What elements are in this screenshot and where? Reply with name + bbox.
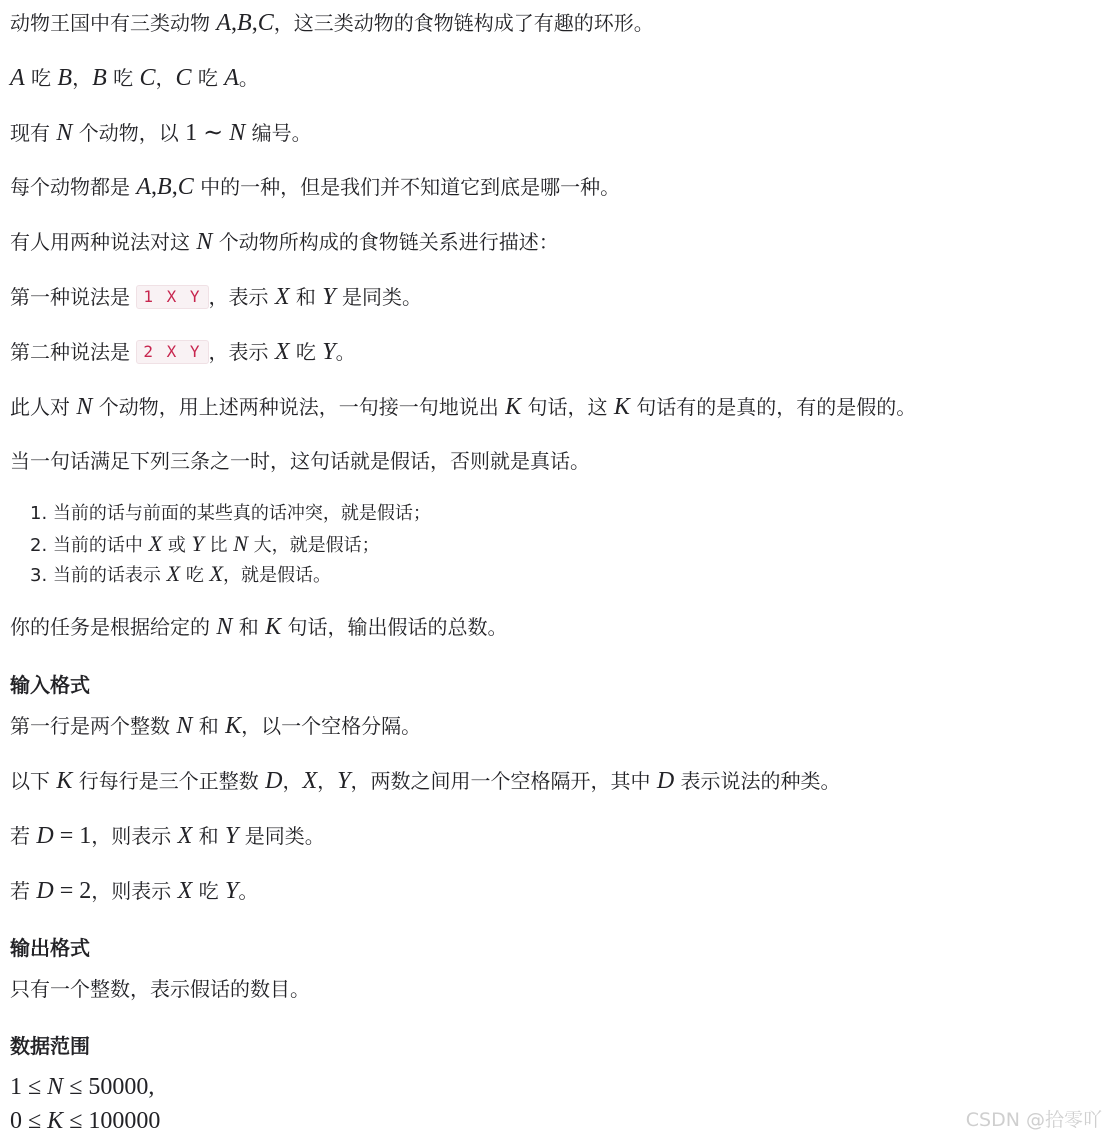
math-var: K — [505, 394, 522, 420]
intro-line-5 — [10, 227, 559, 257]
text: 编号。 — [245, 121, 312, 145]
output-format-heading: 输出格式 — [10, 936, 90, 960]
math-var: B — [57, 65, 73, 91]
text: 是同类。 — [335, 285, 422, 309]
text: 当前的话与前面的某些真的话冲突，就是假话； — [52, 503, 431, 524]
math-var: B — [237, 10, 252, 36]
text: 个动物，以 — [72, 121, 186, 145]
input-line-4 — [10, 876, 258, 906]
text: 比 — [203, 535, 234, 556]
math-var: Y — [322, 339, 336, 365]
math-var: D — [36, 823, 54, 849]
text: 。 — [238, 66, 259, 90]
input-line-2 — [10, 766, 841, 796]
math-var: C — [139, 65, 156, 91]
list-number: 1. — [30, 503, 53, 524]
text: 若 — [10, 824, 37, 848]
text: ， — [155, 66, 176, 90]
text: 吃 — [180, 565, 210, 586]
math-number: ≤ 100000 — [63, 1108, 161, 1134]
text: 第二种说法是 — [10, 340, 137, 364]
math-var: Y — [191, 531, 204, 556]
intro-line-9 — [10, 446, 590, 476]
text: ，这三类动物的食物链构成了有趣的环形。 — [273, 11, 654, 35]
inline-code: 2 X Y — [136, 340, 208, 364]
input-line-3 — [10, 821, 325, 851]
text: 大，就是假话； — [247, 535, 380, 556]
intro-line-1 — [10, 8, 654, 38]
text: ， — [282, 769, 303, 793]
math-sep: , — [171, 174, 178, 200]
inline-code: 1 X Y — [136, 285, 208, 309]
math-var: K — [56, 768, 73, 794]
list-number: 3. — [30, 565, 53, 586]
text: 和 — [289, 285, 323, 309]
math-var: K — [265, 614, 282, 640]
intro-line-8 — [10, 392, 916, 422]
math-var: C — [257, 10, 274, 36]
math-var: A — [224, 65, 239, 91]
math-var: A — [10, 65, 25, 91]
text: 个动物，用上述两种说法，一句接一句地说出 — [92, 395, 506, 419]
math-var: K — [47, 1108, 64, 1134]
math-var: X — [148, 531, 163, 556]
text: 句话，这 — [521, 395, 614, 419]
text: 若 — [10, 879, 37, 903]
math-number: 0 ≤ — [10, 1108, 48, 1134]
math-var: N — [229, 120, 246, 146]
text: 是同类。 — [238, 824, 325, 848]
text: 个动物所构成的食物链关系进行描述： — [212, 230, 559, 254]
math-var: X — [274, 339, 290, 365]
text: 。 — [335, 340, 356, 364]
text: 或 — [162, 535, 192, 556]
intro-line-2 — [10, 63, 259, 93]
output-line-1 — [10, 974, 310, 1004]
math-number: = 2 — [53, 878, 92, 904]
text: 句话，输出假话的总数。 — [281, 615, 508, 639]
math-sep: , — [231, 10, 238, 36]
math-var: B — [92, 65, 107, 91]
math-var: Y — [322, 284, 336, 310]
rule-item-3 — [30, 561, 331, 589]
text: ，就是假话。 — [223, 565, 331, 586]
text: 吃 — [106, 66, 140, 90]
text: ，则表示 — [91, 824, 178, 848]
math-var: X — [177, 823, 193, 849]
text: 吃 — [24, 66, 58, 90]
list-number: 2. — [30, 535, 53, 556]
rule-item-2 — [30, 531, 380, 559]
text: 只有一个整数，表示假话的数目。 — [10, 977, 310, 1001]
text: 当前的话中 — [52, 535, 149, 556]
math-var: X — [209, 561, 223, 586]
math-sep: , — [251, 10, 258, 36]
math-var: D — [265, 768, 283, 794]
math-var: A — [136, 174, 152, 200]
math-var: N — [76, 394, 93, 420]
intro-line-3 — [10, 118, 312, 148]
data-range-heading: 数据范围 — [10, 1034, 90, 1058]
text: ， — [72, 66, 93, 90]
input-line-1 — [10, 711, 421, 741]
text: 现有 — [10, 121, 57, 145]
text: ，以一个空格分隔。 — [241, 714, 422, 738]
math-var: X — [274, 284, 290, 310]
text: 当前的话表示 — [52, 565, 167, 586]
text: 行每行是三个正整数 — [72, 769, 266, 793]
text: 有人用两种说法对这 — [10, 230, 197, 254]
math-var: X — [166, 561, 181, 586]
text: 和 — [232, 615, 266, 639]
text: ，两数之间用一个空格隔开，其中 — [350, 769, 657, 793]
math-var: K — [613, 394, 630, 420]
range-line-1 — [10, 1072, 154, 1102]
text: 。 — [238, 879, 259, 903]
text: 和 — [192, 714, 226, 738]
intro-line-7 — [10, 337, 356, 367]
text: 每个动物都是 — [10, 175, 137, 199]
text: 吃 — [192, 879, 225, 903]
math-var: Y — [225, 823, 239, 849]
text: 当一句话满足下列三条之一时，这句话就是假话，否则就是真话。 — [10, 449, 590, 473]
input-format-heading: 输入格式 — [10, 673, 90, 697]
math-var: N — [47, 1074, 64, 1100]
math-number: ≤ 50000, — [63, 1074, 155, 1100]
text: 第一种说法是 — [10, 285, 137, 309]
math-var: N — [176, 713, 193, 739]
math-sep: , — [151, 174, 158, 200]
intro-line-6 — [10, 282, 422, 312]
text: 此人对 — [10, 395, 77, 419]
text: 句话有的是真的，有的是假的。 — [629, 395, 917, 419]
math-var: Y — [337, 768, 351, 794]
math-var: B — [157, 174, 172, 200]
text: 以下 — [10, 769, 57, 793]
math-var: D — [36, 878, 54, 904]
rule-item-1 — [30, 501, 431, 527]
math-var: D — [656, 768, 675, 794]
csdn-watermark: CSDN @拾零吖 — [965, 1109, 1102, 1131]
text: 吃 — [191, 66, 225, 90]
text: 你的任务是根据给定的 — [10, 615, 217, 639]
math-var: N — [216, 614, 233, 640]
math-var: N — [233, 531, 248, 556]
text: ，则表示 — [91, 879, 178, 903]
math-number: 1 ∼ — [185, 120, 230, 146]
text: 吃 — [289, 340, 323, 364]
math-var: K — [225, 713, 242, 739]
text: 第一行是两个整数 — [10, 714, 177, 738]
range-line-2 — [10, 1106, 160, 1136]
math-var: N — [56, 120, 73, 146]
text: ，表示 — [208, 340, 275, 364]
math-var: X — [302, 768, 318, 794]
math-number: = 1 — [53, 823, 92, 849]
text: 表示说法的种类。 — [674, 769, 841, 793]
intro-line-4 — [10, 172, 620, 202]
text: 中的一种，但是我们并不知道它到底是哪一种。 — [193, 175, 621, 199]
math-var: X — [177, 878, 193, 904]
text: ，表示 — [208, 285, 275, 309]
math-var: N — [196, 229, 213, 255]
math-number: 1 ≤ — [10, 1074, 48, 1100]
task-line — [10, 612, 507, 642]
math-var: C — [175, 65, 192, 91]
text: 和 — [192, 824, 225, 848]
math-var: A — [216, 10, 232, 36]
text: 动物王国中有三类动物 — [10, 11, 217, 35]
text: ， — [317, 769, 338, 793]
math-var: C — [177, 174, 194, 200]
math-var: Y — [225, 878, 239, 904]
